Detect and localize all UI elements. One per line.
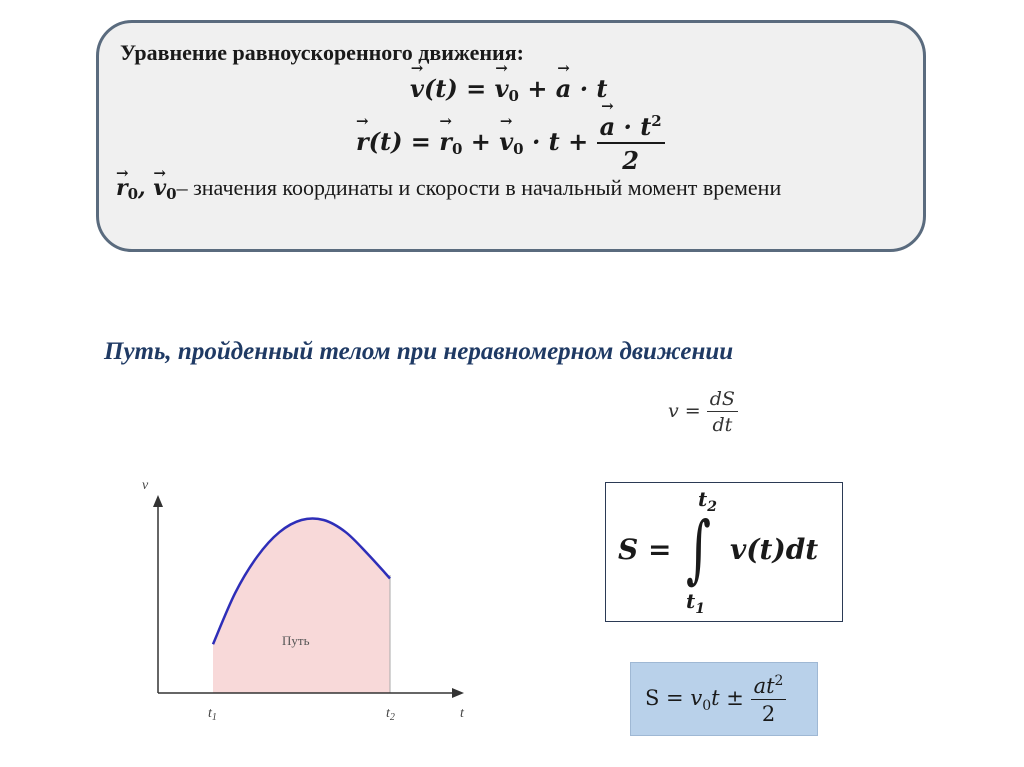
section-heading: Путь, пройденный телом при неравномерном движении <box>104 338 734 365</box>
velocity-time-chart <box>130 465 480 725</box>
x-axis-arrow <box>452 688 464 698</box>
tick-label-t1: $t_1$ <box>208 706 217 723</box>
integral-sign: ∫ <box>686 506 712 592</box>
lower-limit: $t_1$ <box>686 589 705 617</box>
integral-formula-box <box>605 482 843 622</box>
upper-limit: $t_2$ <box>698 487 717 515</box>
x-axis-label: t <box>460 706 464 721</box>
path-area <box>213 518 390 693</box>
y-axis-label: v <box>142 478 149 493</box>
integral-lhs: S = <box>618 533 672 566</box>
speed-definition: v = $\frac{dS}{dt}$ <box>668 388 738 436</box>
panel-title: Уравнение равноускоренного движения: <box>120 40 524 65</box>
note-text: – значения координаты и скорости в начальный момент времени <box>176 175 782 200</box>
area-label: Путь <box>282 633 310 648</box>
y-axis-arrow <box>153 495 163 507</box>
uniform-motion-formula: $S = v_0t$ ± $\frac{at^2}{2}$ <box>630 662 818 736</box>
initial-values-note: → $r_0$, → $v_0-$ значения координаты и скорости в начальный момент времени <box>116 172 908 210</box>
velocity-equation: → v(t) = → $v_0$ + → a · t <box>410 74 608 105</box>
tick-label-t2: $t_2$ <box>386 706 395 723</box>
integrand: v(t)dt <box>730 533 819 566</box>
position-equation: → r(t) = → $r_0$ + → $v_0 \cdot t$ + → $\frac{a \cdot t^2}{2}$ <box>356 112 665 175</box>
